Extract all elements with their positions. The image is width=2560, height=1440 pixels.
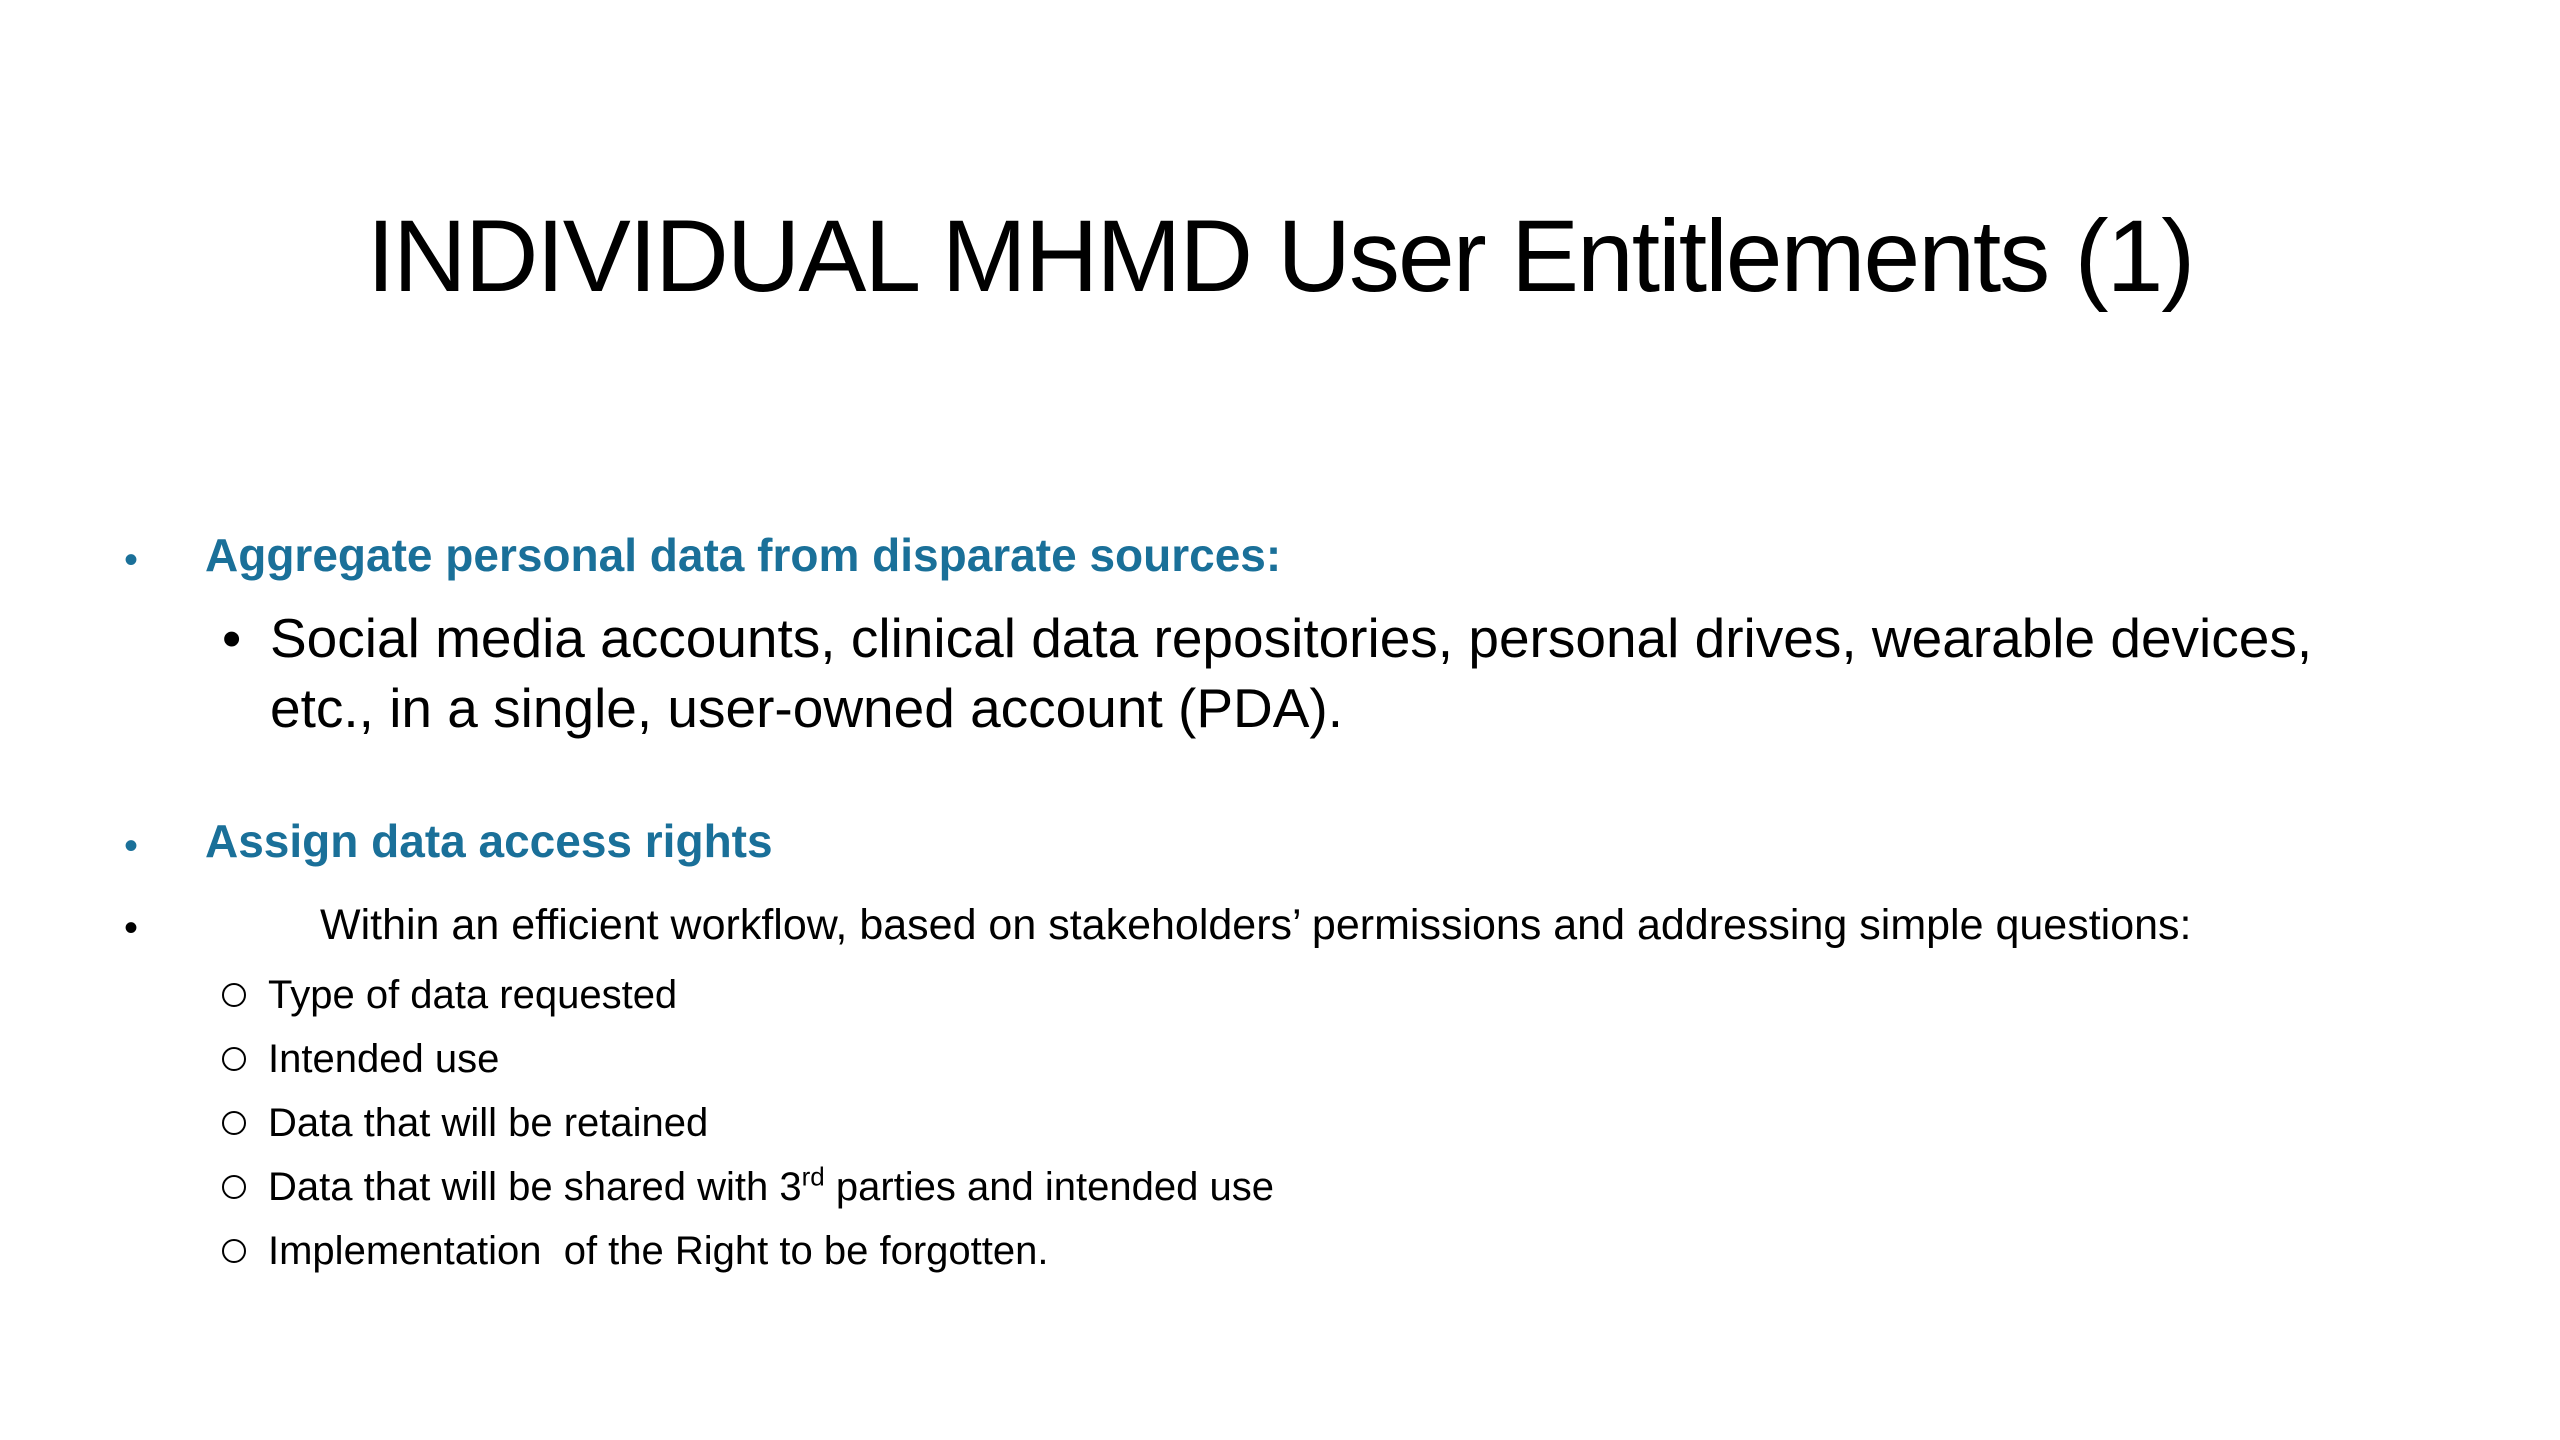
question-text: Implementation of the Right to be forgotten. xyxy=(268,1229,1049,1273)
section2-bullet: • xyxy=(124,824,139,868)
section1-heading: Aggregate personal data from disparate sources: xyxy=(205,529,1282,581)
question-item xyxy=(222,1091,708,1155)
section1-sub-line2: etc., in a single, user-owned account (PDA). xyxy=(270,677,1344,739)
question-item xyxy=(222,1219,1048,1283)
question-text: Data that will be retained xyxy=(268,1101,709,1145)
workflow-text: Within an efficient workflow, based on stakeholders’ permissions and addressing simple questions: xyxy=(320,901,2192,949)
section1-bullet: • xyxy=(124,538,139,582)
question-text: Intended use xyxy=(268,1037,500,1081)
question-text-after: parties and intended use xyxy=(824,1165,1274,1209)
slide-title: INDIVIDUAL MHMD User Entitlements (1) xyxy=(366,199,2194,313)
question-item xyxy=(222,1155,1274,1219)
question-text: Type of data requested xyxy=(268,973,678,1017)
section2-heading: Assign data access rights xyxy=(205,815,773,867)
circle-bullet-icon xyxy=(222,1175,246,1199)
workflow-bullet: • xyxy=(124,906,139,950)
section1-sub-text xyxy=(270,603,2470,743)
circle-bullet-icon xyxy=(222,1239,246,1263)
ordinal-superscript: rd xyxy=(801,1161,825,1192)
section1-sub-bullet: • xyxy=(222,607,242,669)
circle-bullet-icon xyxy=(222,1047,246,1071)
circle-bullet-icon xyxy=(222,983,246,1007)
question-text-before: Data that will be shared with 3 xyxy=(268,1165,802,1209)
section1-sub-line1: Social media accounts, clinical data repositories, personal drives, wearable devices, xyxy=(270,607,2313,669)
question-item xyxy=(222,963,677,1027)
circle-bullet-icon xyxy=(222,1111,246,1135)
question-item xyxy=(222,1027,499,1091)
